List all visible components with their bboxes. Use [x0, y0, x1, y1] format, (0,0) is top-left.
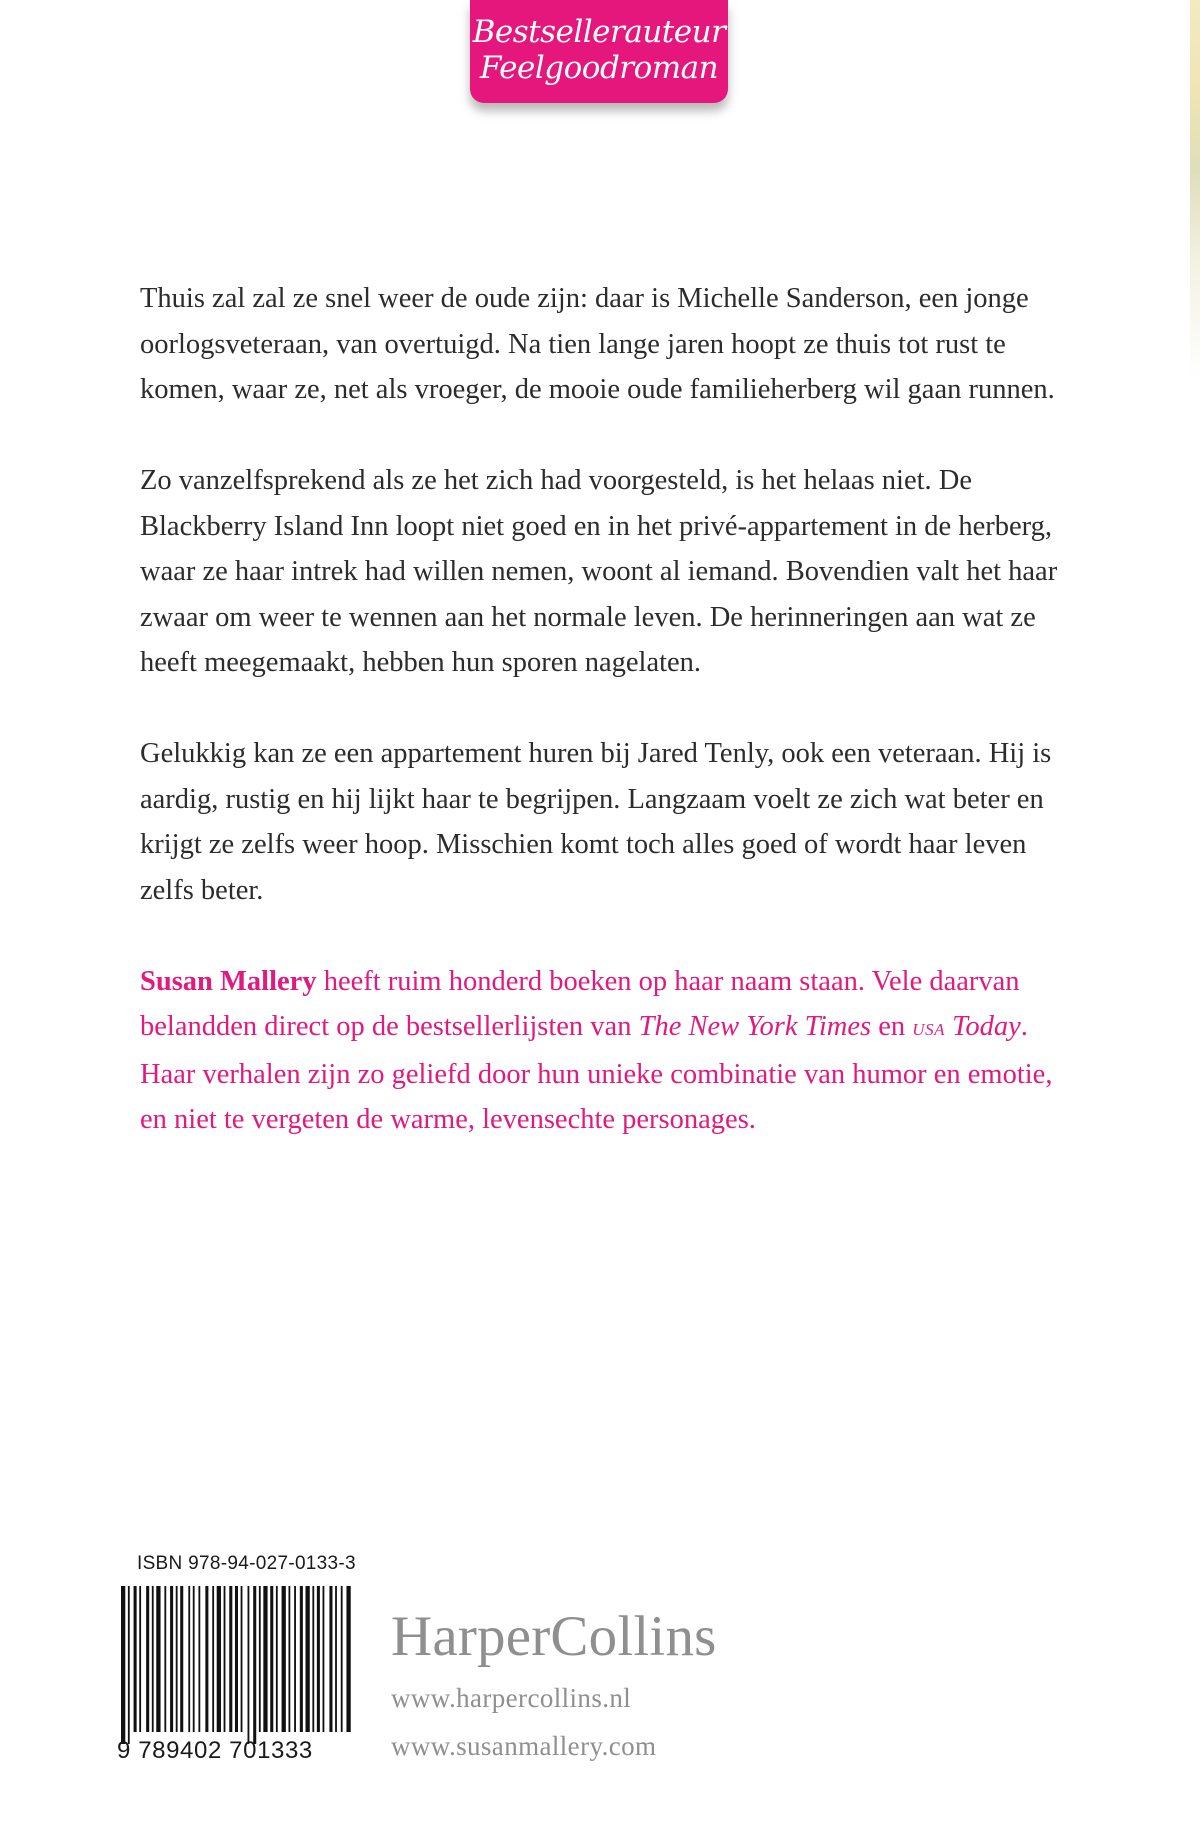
barcode-bar	[248, 1586, 250, 1744]
barcode-bar	[229, 1586, 232, 1732]
barcode-bar	[306, 1586, 310, 1732]
barcode-bar	[346, 1586, 350, 1732]
barcode-bar	[121, 1586, 125, 1744]
bio-today: Today	[944, 1011, 1021, 1042]
barcode-bar	[217, 1586, 221, 1732]
bio-text-2: en	[871, 1011, 913, 1042]
author-url[interactable]: www.susanmallery.com	[391, 1731, 657, 1761]
cover-edge-strip	[1190, 0, 1200, 380]
barcode-bar	[180, 1586, 183, 1732]
blurb-paragraph-1: Thuis zal zal ze snel weer de oude zijn: daar is Michelle Sanderson, een jonge oorlogsveteraan, van overtuigd. Na tien lange jaren hoopt ze thuis tot rust te komen, waar ze, net als vroeger, de mooie oude familieherberg wil gaan runnen.	[140, 283, 1055, 405]
barcode-bar	[335, 1586, 337, 1732]
barcode-bar	[156, 1586, 160, 1732]
barcode-bar	[134, 1586, 137, 1732]
publisher-logo: HarperCollins	[391, 1605, 717, 1668]
bio-nyt: The New York Times	[638, 1011, 872, 1042]
barcode-bar	[276, 1586, 278, 1732]
author-bio	[140, 959, 1080, 1143]
blurb-paragraph-2: Zo vanzelfsprekend als ze het zich had voorgesteld, is het helaas niet. De Blackberry Island Inn loopt niet goed en in het privé-appartement in de herberg, waar ze haar intrek had willen nemen, woont al iemand. Bovendien valt het haar zwaar om weer te wennen aan het normale leven. De herinneringen aan wat ze heeft meegemaakt, hebben hun sporen nagelaten.	[140, 465, 1058, 678]
barcode-bar	[198, 1586, 200, 1732]
blurb-paragraph-3: Gelukkig kan ze een appartement huren bij Jared Tenly, ook een veteraan. Hij is aardig, rustig en hij lijkt haar te begrijpen. Langzaam voelt ze zich wat beter en krijgt ze zelfs weer hoop. Misschien komt toch alles goed of wordt haar leven zelfs beter.	[140, 738, 1052, 906]
barcode-bar	[224, 1586, 226, 1732]
barcode-bar	[329, 1586, 332, 1732]
barcode-bar	[317, 1586, 320, 1732]
barcode-bar	[128, 1586, 130, 1744]
barcode-bar	[170, 1586, 173, 1732]
tag-line-2: Feelgoodroman	[479, 50, 719, 86]
barcode-bar	[176, 1586, 178, 1732]
barcode-bar	[212, 1586, 214, 1732]
author-name: Susan Mallery	[140, 965, 317, 997]
publisher-url[interactable]: www.harpercollins.nl	[391, 1683, 632, 1713]
barcode-bar	[235, 1586, 238, 1732]
tag-line-1: Bestsellerauteur	[472, 14, 726, 50]
barcode-bar	[323, 1586, 325, 1732]
bio-text-3: . Haar verhalen zijn zo geliefd door hun unieke combinatie van humor en emotie, en niet te vergeten de warme, levensechte personages.	[140, 1011, 1053, 1135]
barcode-bar	[152, 1586, 154, 1732]
barcode-bar	[263, 1586, 267, 1732]
barcode-bar	[193, 1586, 195, 1732]
bestseller-tag	[470, 0, 728, 103]
barcode-bar	[259, 1586, 261, 1732]
barcode-bar	[270, 1586, 273, 1732]
isbn-label: ISBN 978-94-027-0133-3	[137, 1553, 356, 1574]
barcode-bar	[288, 1586, 290, 1732]
barcode-bar	[312, 1586, 314, 1732]
barcode	[117, 1586, 357, 1744]
barcode-bar	[241, 1586, 243, 1732]
barcode-bar	[164, 1586, 166, 1732]
barcode-bar	[139, 1586, 141, 1732]
bio-text-1: heeft ruim honderd boeken op haar naam staan. Vele daarvan belandden direct op de bestsellerlijsten van	[140, 965, 1020, 1042]
barcode-bar	[146, 1586, 149, 1732]
blurb	[140, 276, 1080, 1143]
barcode-bar	[282, 1586, 286, 1732]
barcode-digits: 9 789402 701333	[117, 1737, 313, 1764]
barcode-bar	[300, 1586, 303, 1732]
barcode-bar	[294, 1586, 296, 1732]
bio-usa: usa	[912, 1015, 945, 1041]
barcode-bar	[253, 1586, 256, 1744]
barcode-bar	[205, 1586, 208, 1732]
barcode-bar	[341, 1586, 343, 1732]
barcode-bar	[188, 1586, 190, 1732]
